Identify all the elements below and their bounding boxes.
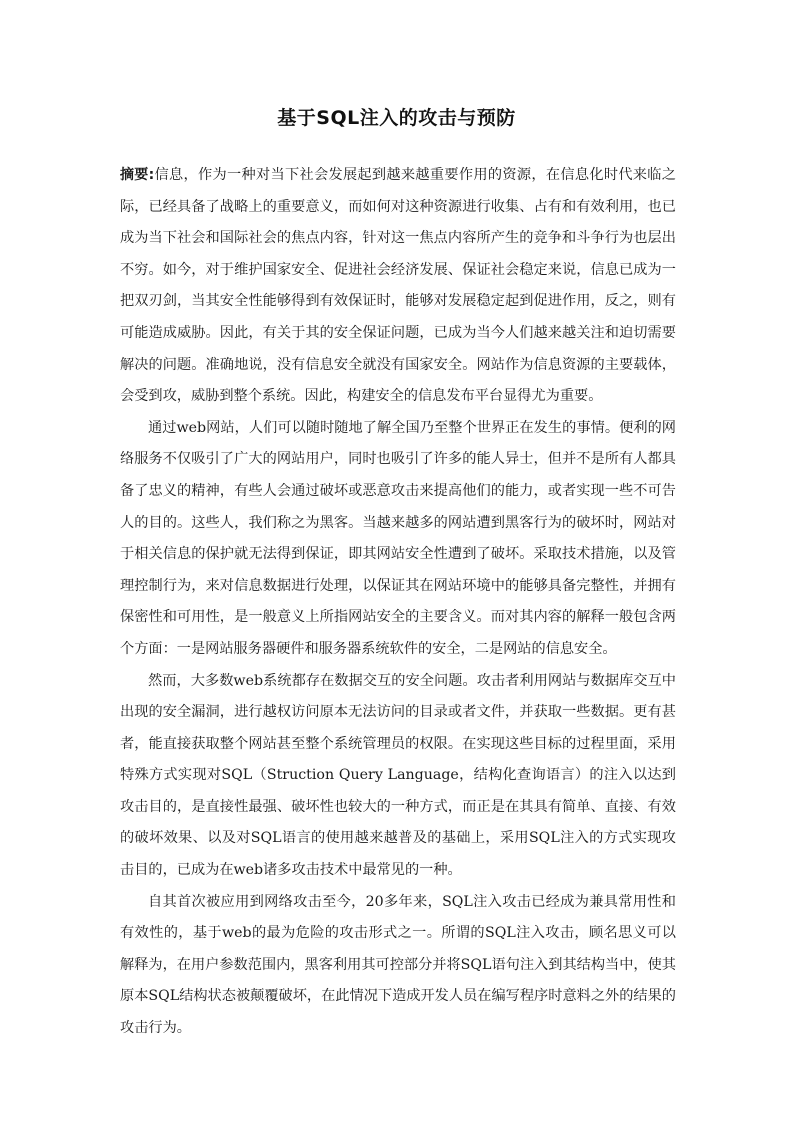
body-paragraph-web-sites: 通过web网站，人们可以随时随地了解全国乃至整个世界正在发生的事情。便利的网络服务不仅吸引了广大的网站用户，同时也吸引了许多的能人异士，但并不是所有人都具备了忠义的精神，有些人会通过破坏或恶意攻击来提高他们的能力，或者实现一些不可告人的目的。这些人，我们称之为黑客。当越来越多的网站遭到黑客行为的破坏时，网站对于相关信息的保护就无法得到保证，即其网站安全性遭到了破坏。采取技术措施，以及管理控制行为，来对信息数据进行处理，以保证其在网站环境中的能够具备完整性，并拥有保密性和可用性，是一般意义上所指网站安全的主要含义。而对其内容的解释一般包含两个方面：一是网站服务器硬件和服务器系统软件的安全，二是网站的信息安全。 xyxy=(120,419,676,657)
body-paragraph-sql-injection-intro: 然而，大多数web系统都存在数据交互的安全问题。攻击者利用网站与数据库交互中出现的安全漏洞，进行越权访问原本无法访问的目录或者文件，并获取一些数据。更有甚者，能直接获取整个网站甚至整个系统管理员的权限。在实现这些目标的过程里面，采用特殊方式实现对SQL（Struction Query Language，结构化查询语言）的注入以达到攻击目的，是直接性最强、破坏性也较大的一种方式，而正是在其具有简单、直接、有效的破坏效果、以及对SQL语言的使用越来越普及的基础上，采用SQL注入的方式实现攻击目的，已成为在web诸多攻击技术中最常见的一种。 xyxy=(120,672,676,879)
abstract-paragraph xyxy=(120,160,676,413)
document-body xyxy=(120,160,676,1045)
body-paragraph-sql-injection-definition: 自其首次被应用到网络攻击至今，20多年来，SQL注入攻击已经成为兼具常用性和有效性的，基于web的最为危险的攻击形式之一。所谓的SQL注入攻击，顾名思义可以解释为，在用户参数范围内，黑客利用其可控部分并将SQL语句注入到其结构当中，使其原本SQL结构状态被颠覆破坏，在此情况下造成开发人员在编写程序时意料之外的结果的攻击行为。 xyxy=(120,893,676,1037)
abstract-label: 摘要: xyxy=(120,167,155,183)
page-title: 基于SQL注入的攻击与预防 xyxy=(277,107,516,129)
abstract-text: 信息，作为一种对当下社会发展起到越来越重要作用的资源，在信息化时代来临之际，已经具备了战略上的重要意义，而如何对这种资源进行收集、占有和有效利用，也已成为当下社会和国际社会的焦点内容，针对这一焦点内容所产生的竞争和斗争行为也层出不穷。如今，对于维护国家安全、促进社会经济发展、保证社会稳定来说，信息已成为一把双刃剑，当其安全性能够得到有效保证时，能够对发展稳定起到促进作用，反之，则有可能造成威胁。因此，有关于其的安全保证问题，已成为当今人们越来越关注和迫切需要解决的问题。准确地说，没有信息安全就没有国家安全。网站作为信息资源的主要载体，会受到攻，威胁到整个系统。因此，构建安全的信息发布平台显得尤为重要。 xyxy=(120,167,676,405)
